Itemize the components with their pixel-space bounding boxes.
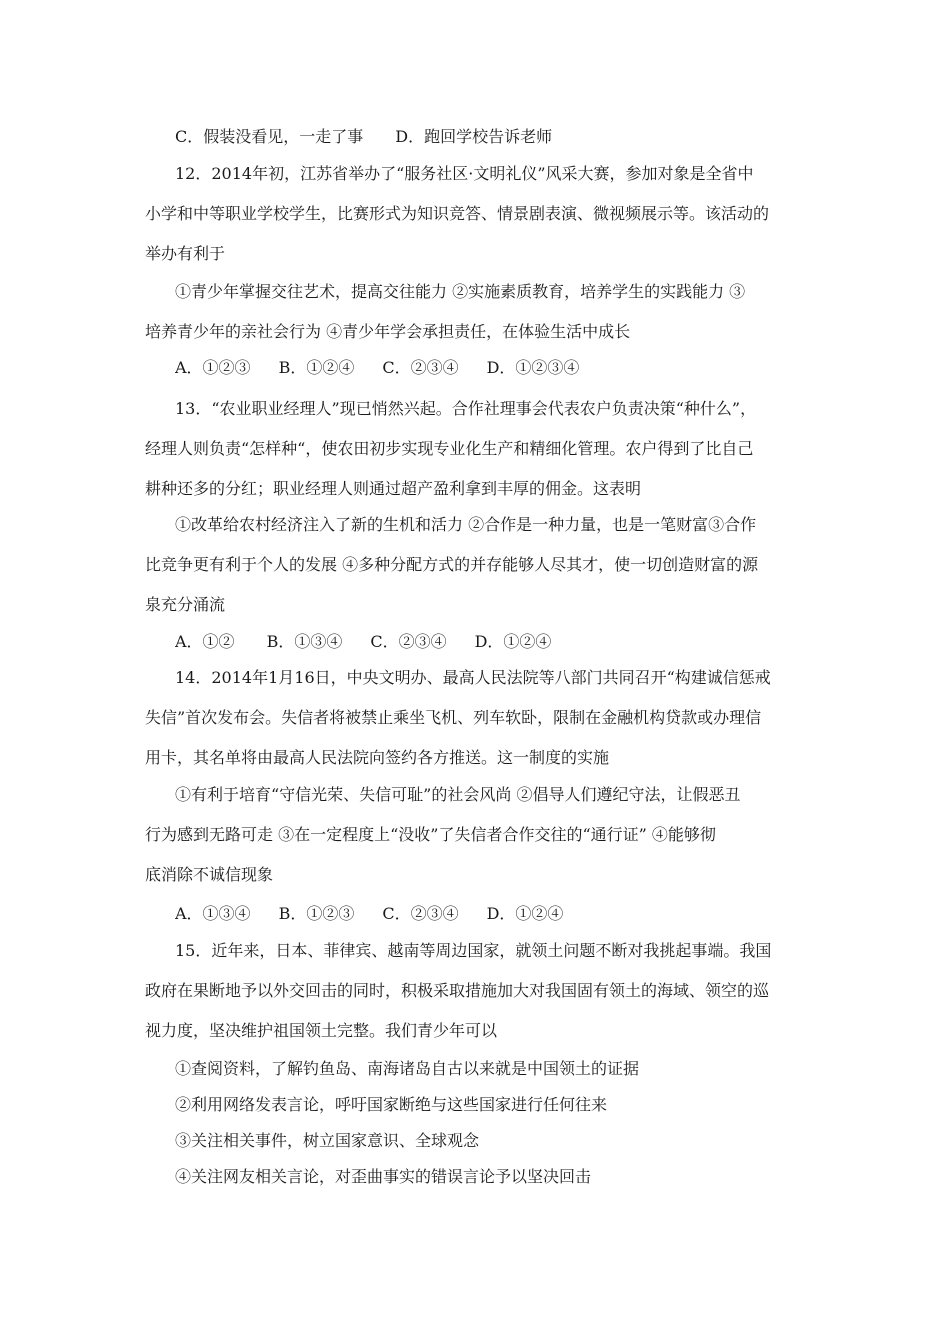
q12-option-c: C．②③④ [382,358,459,377]
q13-option-c: C．②③④ [370,632,447,651]
q13-options [175,631,820,653]
q12-option-b: B．①②④ [278,358,355,377]
q13-statement-line-1: ①改革给农村经济注入了新的生机和活力 ②合作是一种力量，也是一笔财富③合作 [175,515,757,534]
q15-statement-2: ②利用网络发表言论，呼吁国家断绝与这些国家进行任何往来 [175,1095,608,1114]
q15-statement-4: ④关注网友相关言论，对歪曲事实的错误言论予以坚决回击 [175,1167,592,1186]
q12-option-a: A．①②③ [175,358,251,377]
q14-stem-line-2: 失信”首次发布会。失信者将被禁止乘坐飞机、列车软卧，限制在金融机构贷款或办理信 [145,708,762,727]
q14-statement-line-1: ①有利于培育“守信光荣、失信可耻”的社会风尚 ②倡导人们遵纪守法，让假恶丑 [175,785,741,804]
q15-stem-line-2: 政府在果断地予以外交回击的同时，积极采取措施加大对我国固有领土的海域、领空的巡 [145,981,770,1000]
q11-options-cd [175,126,820,148]
q12-stem-line-3: 举办有利于 [145,244,226,263]
q15-statement-3: ③关注相关事件，树立国家意识、全球观念 [175,1131,480,1150]
q12-stem-line-2: 小学和中等职业学校学生，比赛形式为知识竞答、情景剧表演、微视频展示等。该活动的 [145,204,770,223]
q12-statement-line-2: 培养青少年的亲社会行为 ④青少年学会承担责任，在体验生活中成长 [145,322,631,341]
q14-option-a: A．①③④ [175,904,251,923]
q13-stem-line-2: 经理人则负责“怎样种“，使农田初步实现专业化生产和精细化管理。农户得到了比自己 [145,439,754,458]
q13-option-a: A．①② [175,632,235,651]
q14-statement-line-2: 行为感到无路可走 ③在一定程度上“没收”了失信者合作交往的“通行证” ④能够彻 [145,825,716,844]
q15-stem-line-1: 15．近年来，日本、菲律宾、越南等周边国家，就领土问题不断对我挑起事端。我国 [175,941,772,960]
q13-statement-line-2: 比竞争更有利于个人的发展 ④多种分配方式的并存能够人尽其才，使一切创造财富的源 [145,555,759,574]
q11-option-c: C．假装没看见，一走了事 [175,127,364,146]
q14-option-c: C．②③④ [382,904,459,923]
q12-statement-line-1: ①青少年掌握交往艺术，提高交往能力 ②实施素质教育，培养学生的实践能力 ③ [175,282,746,301]
q14-stem-line-1: 14．2014年1月16日，中央文明办、最高人民法院等八部门共同召开“构建诚信惩戒 [175,668,771,687]
q13-stem-line-3: 耕种还多的分红；职业经理人则通过超产盈利拿到丰厚的佣金。这表明 [145,479,642,498]
q12-options [175,357,820,379]
q13-option-d: D．①②④ [474,632,552,651]
q12-stem-line-1: 12．2014年初，江苏省举办了“服务社区·文明礼仪”风采大赛，参加对象是全省中 [175,164,754,183]
q14-option-b: B．①②③ [278,904,355,923]
q15-stem-line-3: 视力度，坚决维护祖国领土完整。我们青少年可以 [145,1021,498,1040]
q11-option-d: D．跑回学校告诉老师 [395,127,553,146]
q12-option-d: D．①②③④ [486,358,580,377]
q15-statement-1: ①查阅资料，了解钓鱼岛、南海诸岛自古以来就是中国领土的证据 [175,1059,640,1078]
q14-options [175,903,820,925]
q13-stem-line-1: 13．“农业职业经理人”现已悄然兴起。合作社理事会代表农户负责决策“种什么”， [175,399,757,418]
q14-stem-line-3: 用卡，其名单将由最高人民法院向签约各方推送。这一制度的实施 [145,748,610,767]
q13-option-b: B．①③④ [266,632,343,651]
q14-statement-line-3: 底消除不诚信现象 [145,865,274,884]
q13-statement-line-3: 泉充分涌流 [145,595,226,614]
q14-option-d: D．①②④ [486,904,564,923]
